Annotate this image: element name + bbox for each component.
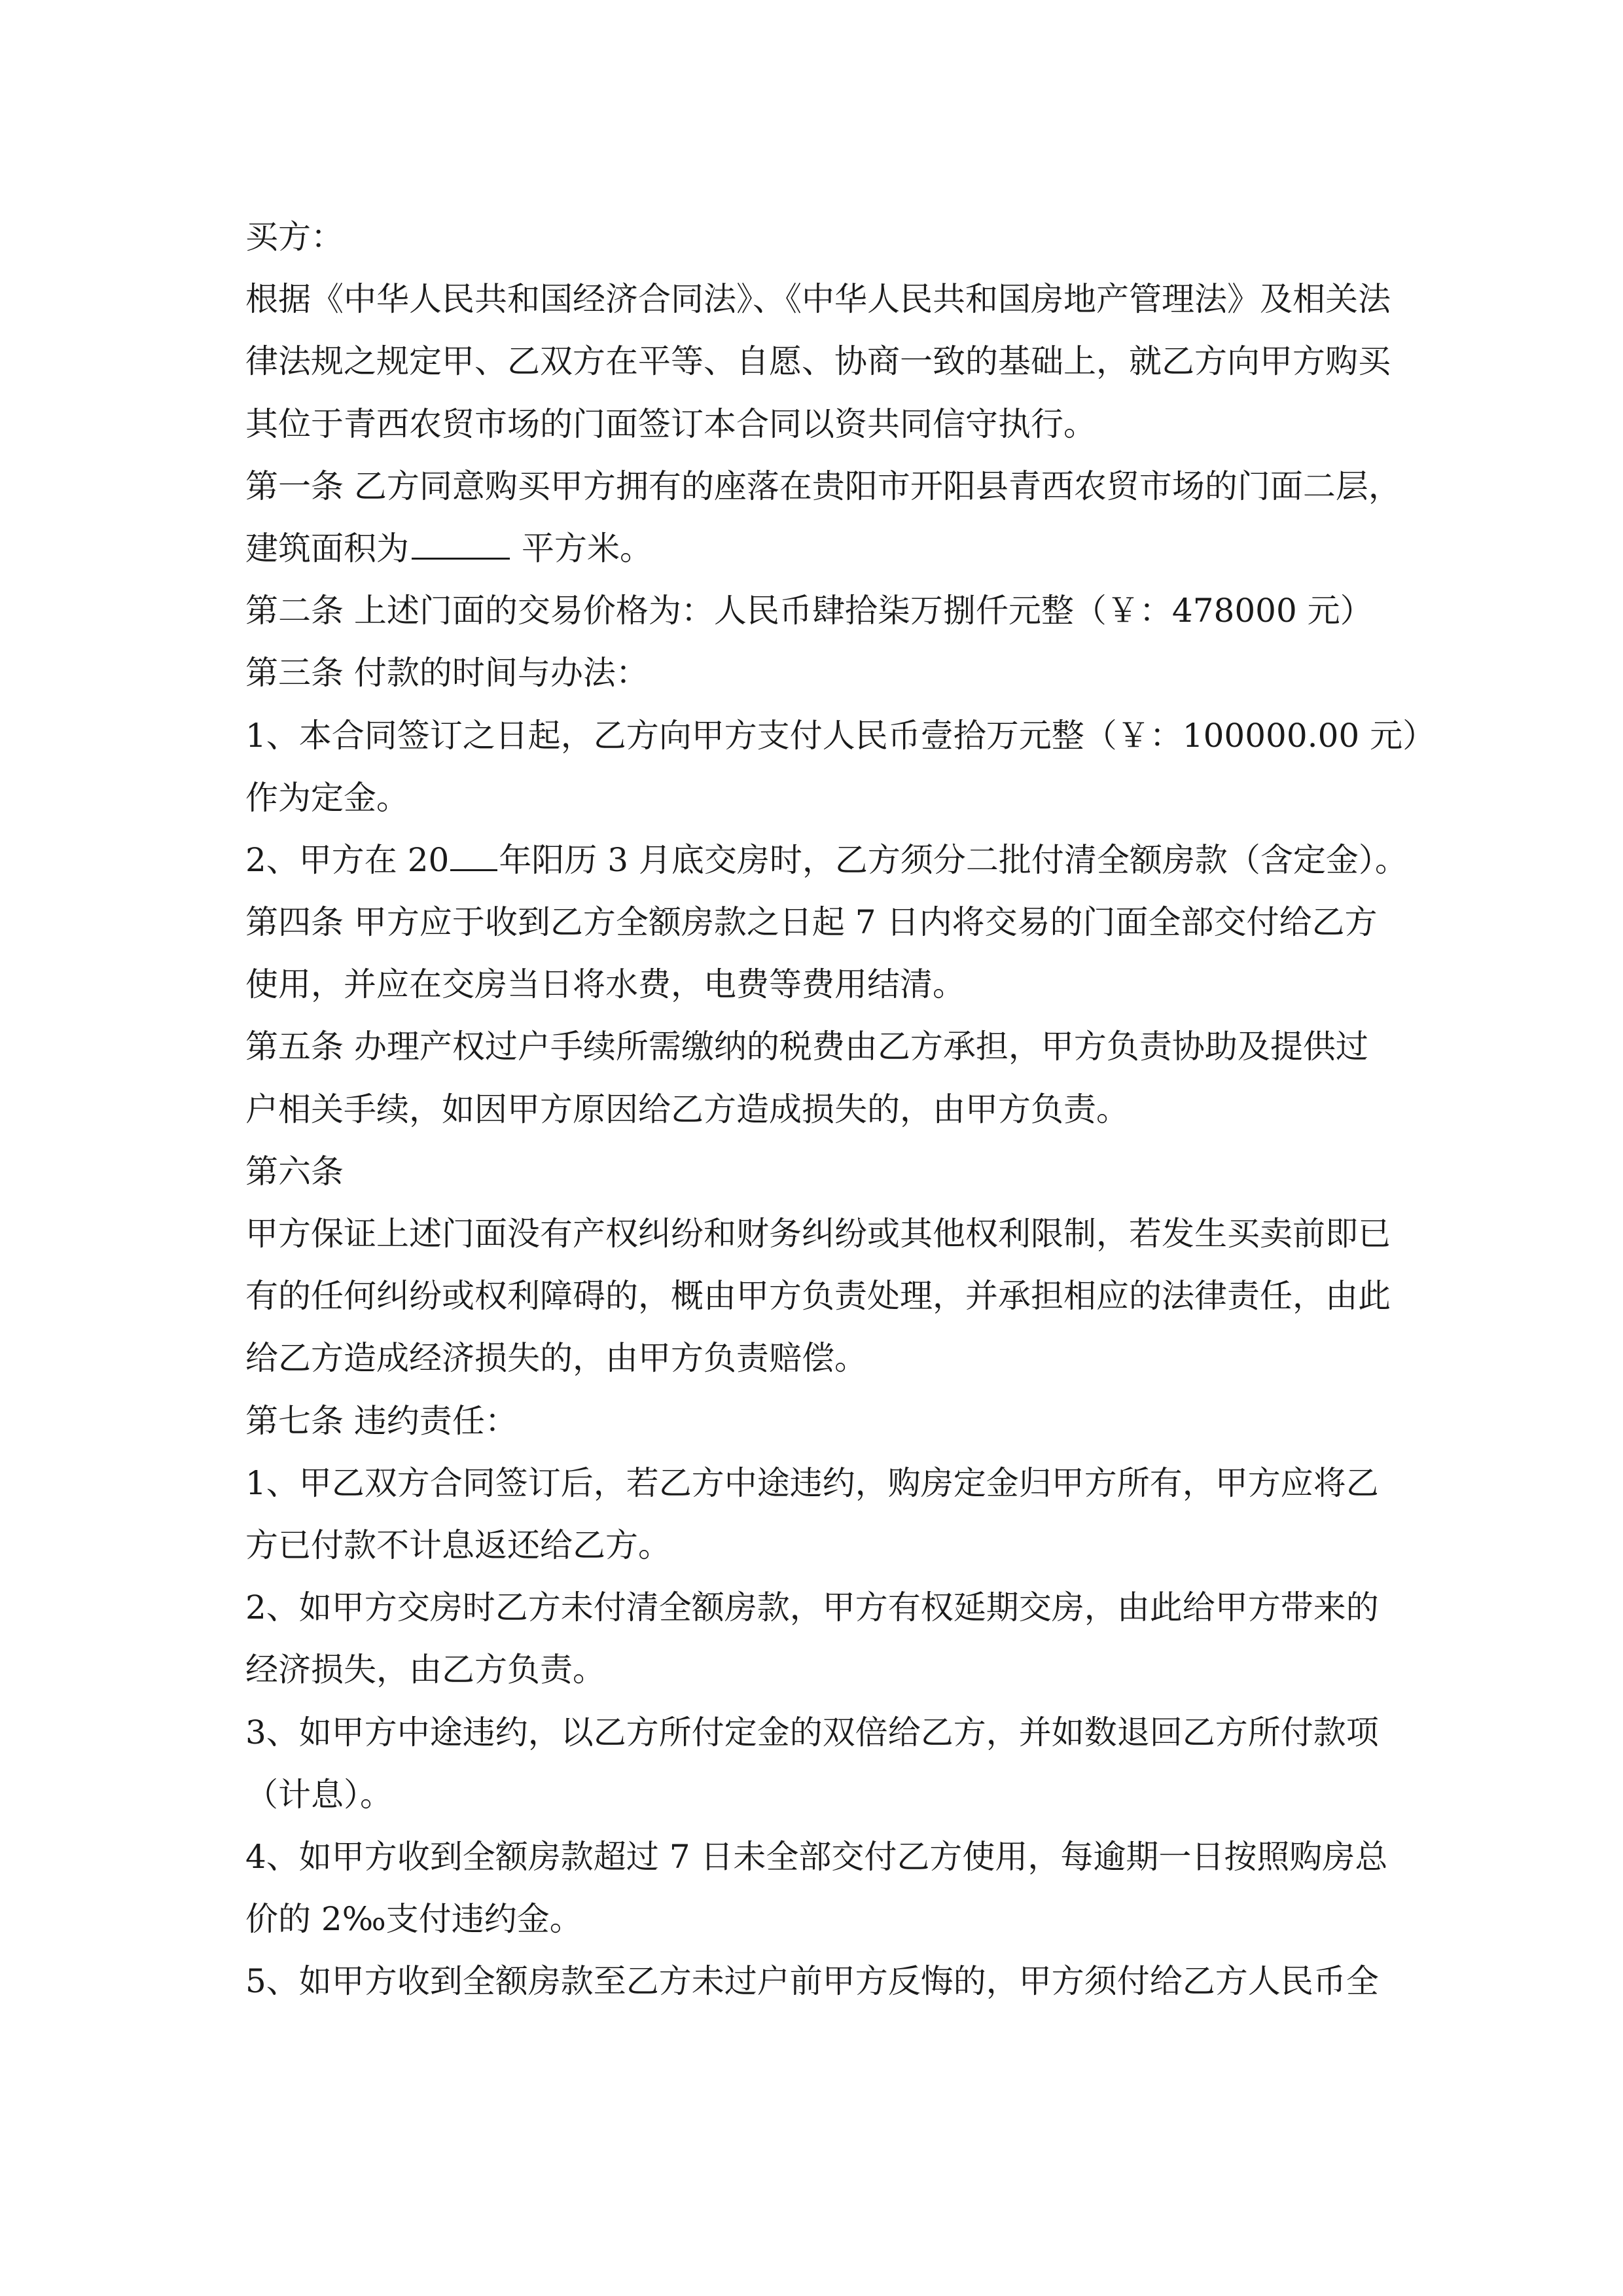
article-6-line-3: 给乙方造成经济损失的，由甲方负责赔偿。 bbox=[245, 1339, 867, 1378]
article-7-item-3-line-1: 3、如甲方中途违约，以乙方所付定金的双倍给乙方，并如数退回乙方所付款项 bbox=[245, 1713, 1379, 1751]
article-4-line-2: 使用，并应在交房当日将水费，电费等费用结清。 bbox=[245, 965, 965, 1004]
article-6-line-2: 有的任何纠纷或权利障碍的，概由甲方负责处理，并承担相应的法律责任，由此 bbox=[245, 1277, 1391, 1316]
article-7-heading: 第七条 违约责任： bbox=[245, 1401, 518, 1440]
buyer-line: 买方： bbox=[245, 218, 344, 256]
preamble-line-1: 根据《中华人民共和国经济合同法》、《中华人民共和国房地产管理法》及相关法 bbox=[245, 280, 1391, 319]
contract-body bbox=[245, 206, 1436, 2013]
article-2-line: 第二条 上述门面的交易价格为：人民币肆拾柒万捌仟元整（￥：478000 元） bbox=[245, 592, 1373, 630]
article-7-item-2-line-2: 经济损失，由乙方负责。 bbox=[245, 1651, 605, 1689]
article-7-item-2-line-1: 2、如甲方交房时乙方未付清全额房款，甲方有权延期交房，由此给甲方带来的 bbox=[245, 1588, 1379, 1627]
article-7-item-4-line-2: 价的 2‰支付违约金。 bbox=[245, 1900, 582, 1939]
article-1-line-1: 第一条 乙方同意购买甲方拥有的座落在贵阳市开阳县青西农贸市场的门面二层， bbox=[245, 467, 1401, 505]
area-label: 建筑面积为 bbox=[245, 529, 409, 567]
article-7-item-5-line-1: 5、如甲方收到全额房款至乙方未过户前甲方反悔的，甲方须付给乙方人民币全 bbox=[245, 1962, 1379, 2001]
article-6-heading: 第六条 bbox=[245, 1152, 344, 1191]
preamble-line-2: 律法规之规定甲、乙双方在平等、自愿、协商一致的基础上，就乙方向甲方购买 bbox=[245, 342, 1391, 381]
article-6-line-1: 甲方保证上述门面没有产权纠纷和财务纠纷或其他权利限制，若发生买卖前即已 bbox=[245, 1215, 1391, 1253]
article-7-item-1-line-1: 1、甲乙双方合同签订后，若乙方中途违约，购房定金归甲方所有，甲方应将乙 bbox=[245, 1463, 1379, 1502]
article-5-line-1: 第五条 办理产权过户手续所需缴纳的税费由乙方承担，甲方负责协助及提供过 bbox=[245, 1028, 1368, 1066]
article-1-line-2 bbox=[245, 518, 1410, 580]
article-3-item-1-line-2: 作为定金。 bbox=[245, 778, 409, 817]
area-unit: 平方米。 bbox=[522, 529, 652, 567]
year-rest: 年阳历 3 月底交房时，乙方须分二批付清全额房款（含定金）。 bbox=[499, 840, 1408, 879]
year-blank bbox=[450, 836, 497, 871]
article-7-item-1-line-2: 方已付款不计息返还给乙方。 bbox=[245, 1526, 671, 1564]
article-4-line-1: 第四条 甲方应于收到乙方全额房款之日起 7 日内将交易的门面全部交付给乙方 bbox=[245, 903, 1378, 942]
article-3-item-2-line bbox=[245, 829, 1410, 891]
article-7-item-3-line-2: （计息）。 bbox=[245, 1775, 393, 1814]
year-label: 2、甲方在 20 bbox=[245, 840, 450, 879]
article-3-heading: 第三条 付款的时间与办法： bbox=[245, 654, 649, 692]
article-7-item-4-line-1: 4、如甲方收到全额房款超过 7 日未全部交付乙方使用，每逾期一日按照购房总 bbox=[245, 1837, 1388, 1876]
area-blank bbox=[412, 525, 510, 560]
article-5-line-2: 户相关手续，如因甲方原因给乙方造成损失的，由甲方负责。 bbox=[245, 1090, 1129, 1128]
article-3-item-1-line-1: 1、本合同签订之日起，乙方向甲方支付人民币壹拾万元整（￥：100000.00 元） bbox=[245, 716, 1436, 755]
preamble-line-3: 其位于青西农贸市场的门面签订本合同以资共同信守执行。 bbox=[245, 404, 1096, 443]
